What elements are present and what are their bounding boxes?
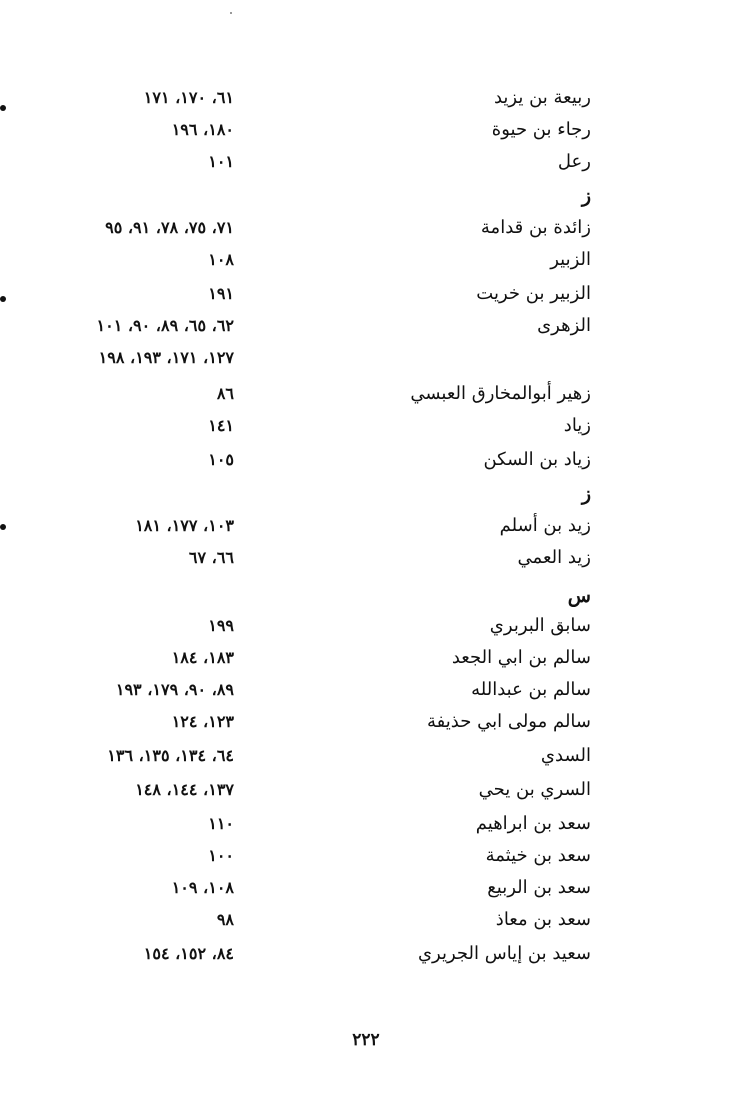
entry-pages: ١٩٩ [208,616,234,635]
letter-heading: ز [581,483,591,505]
entry-name: ربيعة بن يزيد [493,87,591,108]
index-entry [0,938,732,970]
entry-name: زيد العمي [517,547,591,568]
entry-name: سالم مولى ابي حذيفة [427,711,591,732]
margin-mark [0,105,6,111]
entry-name: السدي [540,745,591,766]
index-entry [0,674,732,706]
entry-name: زهير أبوالمخارق العبسي [410,383,591,404]
entry-pages: ١٠٨، ١٠٩ [171,878,234,897]
index-entry [0,642,732,674]
entry-name: سعد بن ابراهيم [475,813,591,834]
letter-heading: س [567,585,591,607]
index-entry [0,212,732,244]
index-entry [0,872,732,904]
index-entry [0,244,732,276]
entry-name: السري بن يحي [478,779,591,800]
entry-name: زائدة بن قدامة [480,217,591,238]
entry-pages: ٨٩، ٩٠، ١٧٩، ١٩٣ [115,680,234,699]
letter-heading-row [0,580,732,612]
entry-name: سالم بن عبدالله [471,679,591,700]
index-entry [0,278,732,310]
entry-pages: ١٤١ [208,416,234,435]
entry-pages: ١٠٣، ١٧٧، ١٨١ [135,516,234,535]
index-entry [0,840,732,872]
index-entry [0,444,732,476]
entry-pages: ١٠٥ [208,450,234,469]
entry-name: زياد بن السكن [483,449,591,470]
margin-mark [0,296,6,302]
entry-name: رجاء بن حيوة [491,119,591,140]
page-number: ٢٢٢ [352,1030,380,1050]
top-mark [230,12,232,14]
entry-pages: ١٠١ [208,152,234,171]
entry-pages: ٨٤، ١٥٢، ١٥٤ [143,944,234,963]
index-entry [0,610,732,642]
index-entry [0,542,732,574]
entry-name: سابق البربري [489,615,591,636]
entry-name: سالم بن ابي الجعد [451,647,591,668]
index-entry [0,82,732,114]
entry-name: سعد بن خيثمة [485,845,591,866]
entry-pages: ٦٢، ٦٥، ٨٩، ٩٠، ١٠١ [96,316,234,335]
letter-heading-row [0,180,732,212]
index-entry [0,146,732,178]
entry-pages: ٦٦، ٦٧ [188,548,234,567]
entry-pages: ١٠٨ [208,250,234,269]
index-entry [0,378,732,410]
entry-pages: ١٢٣، ١٢٤ [171,712,234,731]
entry-name: الزهرى [537,315,591,336]
index-entry [0,310,732,342]
entry-pages: ١٠٠ [208,846,234,865]
entry-pages: ١١٠ [208,814,234,833]
entry-name: زيد بن أسلم [499,515,591,536]
entry-pages: ١٢٧، ١٧١، ١٩٣، ١٩٨ [98,348,234,367]
entry-pages: ٩٨ [216,910,234,929]
entry-pages: ٦١، ١٧٠، ١٧١ [143,88,234,107]
index-entry [0,342,732,374]
margin-mark [0,524,6,530]
entry-name: الزبير [550,249,591,270]
index-entry [0,114,732,146]
entry-pages: ٨٦ [216,384,234,403]
entry-name: رعل [557,151,591,172]
index-entry [0,774,732,806]
index-entry [0,808,732,840]
entry-name: سعد بن معاذ [495,909,591,930]
entry-name: سعيد بن إياس الجريري [417,943,591,964]
index-entry [0,510,732,542]
entry-pages: ١٣٧، ١٤٤، ١٤٨ [135,780,234,799]
index-entry [0,740,732,772]
index-entry [0,410,732,442]
entry-name: زياد [563,415,591,436]
index-entry [0,706,732,738]
entry-pages: ٦٤، ١٣٤، ١٣٥، ١٣٦ [107,746,234,765]
letter-heading-row [0,478,732,510]
entry-name: سعد بن الربيع [487,877,591,898]
letter-heading: ز [581,185,591,207]
entry-pages: ٧١، ٧٥، ٧٨، ٩١، ٩٥ [105,218,234,237]
entry-pages: ١٨٣، ١٨٤ [171,648,234,667]
entry-pages: ١٨٠، ١٩٦ [171,120,234,139]
entry-pages: ١٩١ [208,284,234,303]
entry-name: الزبير بن خريت [476,283,591,304]
index-entry [0,904,732,936]
